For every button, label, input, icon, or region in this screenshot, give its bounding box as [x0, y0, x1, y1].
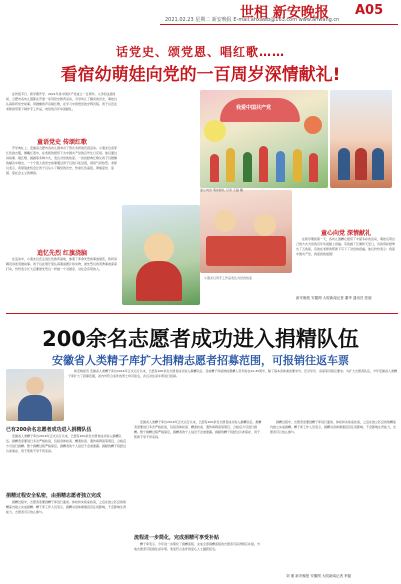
photo-kids-outdoor	[122, 205, 200, 305]
child-figure	[210, 154, 219, 182]
second-sec2-title: 捐精过程安全私密，由捐精志愿者独立完成	[6, 493, 102, 499]
section2-text: 在活动中，小朋友们还走进红色教育基地，参观了革命先烈的事迹展览，聆听讲解员讲述英雄故事。孩子们在展厅里认真观看图片和实物，被先烈们的英勇事迹深深打动，纷纷表示长大后要像先烈们一样做一个对国家、对社会有用的人。	[6, 257, 118, 271]
second-sec1-title: 已有200余名志愿者成功进入捐精队伍	[6, 427, 92, 433]
second-sec1-text: 安徽省人类精子库自2016年正式运行以来，已经有200余名志愿者成功进入捐精队伍。捐精者需要进行多次严格检查，包括身体检查、精液检查、遗传病筛查等项目，合格后方可进行捐精。整个捐精过程严格保密，捐精者的个人信息不会被泄露。捐献的精子将经过冷冻保存，用于帮助不孕不育家庭。	[6, 434, 126, 453]
lead-text: 新安晚报讯 安徽省人类精子库自2016年正式运行以来，已经有200余名志愿者成功进入捐精队伍。目前精子库接纳的捐精人员年龄在22-45周岁，除了基本身体素质要求外，还对学历、身高等有相应要求。为扩大志愿者队伍，今年安徽省人类精子库扩大了招募范围，省内外符合条件的男士均可报名，并且对往返车票进行报销。	[68, 369, 398, 378]
section2-title: 追忆先烈 红旗浇脑	[36, 250, 88, 257]
top-story-byline: 新安晚报 安徽网 大皖新闻记者 董华 通讯员 张丽	[296, 296, 372, 300]
balloon-decoration	[304, 116, 322, 134]
child-face	[254, 214, 276, 236]
story-divider	[6, 313, 398, 314]
top-story-kicker: 话党史、颂党恩、唱红歌……	[115, 45, 285, 59]
second-sec2-text: 捐精过程中，志愿者需要到精子库进行面谈、体检和实验室检查，之后在独立私密的取精室内独立完成捐精。精子库工作人员表示，捐精对身体健康没有任何影响，不会影响生育能力，志愿者可以放心参与。	[6, 500, 126, 514]
photo-volunteer	[6, 369, 64, 421]
children-group	[206, 142, 322, 182]
masthead-date-line: 2021.02.23 星期二 新安晚报 E-mail:ahxawb@163.com www.ahwang.cn	[165, 17, 340, 23]
section3-title: 童心向党 深情献礼	[320, 230, 372, 237]
page-number: A05	[355, 3, 384, 18]
second-story-headline: 200余名志愿者成功进入捐精队伍	[42, 327, 359, 351]
second-story-lead	[68, 369, 398, 402]
newspaper-name: 新安晚报	[272, 5, 329, 21]
red-flag-craft	[206, 236, 286, 266]
top-story-headline: 看宿幼萌娃向党的一百周岁深情献礼!	[60, 65, 341, 85]
second-column-right: 捐精过程中，志愿者需要到精子库进行面谈、体检和实验室检查，之后在独立私密的取精室内独立完成捐精。精子库工作人员表示，捐精对身体健康没有任何影响，不会影响生育能力，志愿者可以放心参与。	[270, 420, 397, 434]
photo2-caption: 小朋友们用手工作品表达对党的热爱	[204, 276, 253, 280]
side-photo-teachers	[330, 90, 392, 188]
child-figure	[259, 146, 268, 182]
second-story-subhead: 安徽省人类精子库扩大捐精志愿者招募范围，可报销往返车票	[52, 354, 349, 367]
balloon-decoration	[204, 120, 226, 142]
photo-kids-handcraft	[200, 190, 292, 273]
section-name: 世相	[240, 5, 268, 21]
person-figure	[355, 148, 367, 180]
person-figure	[338, 148, 350, 180]
person-figure	[372, 148, 384, 180]
second-column-middle: 安徽省人类精子库自2016年正式运行以来，已经有200余名志愿者成功进入捐精队伍。捐精者需要进行多次严格检查，包括身体检查、精液检查、遗传病筛查等项目，合格后方可进行捐精。整个捐精过程严格保密，捐精者的个人信息不会被泄露。捐献的精子将经过冷冻保存，用于帮助不孕不育家庭。	[134, 420, 262, 439]
child-figure	[293, 149, 302, 182]
second-sec3-text: 精子库表示，今年进一步简化了捐精流程，完成全部捐精流程的志愿者可获得相应补贴，外地志愿者可报销往返车票。欢迎符合条件的爱心人士踊跃报名。	[134, 542, 261, 551]
section1-text: 开学典礼上，安徽省合肥市各幼儿园举办了形式多样的庆祝活动。小朋友们身穿红色的衣服，佩戴红领巾，在老师的组织下为中国共产党的百岁生日庆祝。他们通过讲故事、唱红歌、画画等多种方式，表达对党的热爱。一首首经典红歌从孩子们稚嫩的嗓音中唱出，一个个感人的党史故事通过孩子们的口述呈现，现场气氛热烈。老师们表示，希望借此机会让孩子们从小了解党的历史，传承红色基因，厚植爱党、爱国、爱社会主义的情感。	[6, 146, 118, 175]
masthead-brand	[240, 2, 329, 22]
top-story-intro: 在传统节日、新学期开学、2021年是中国共产党成立一百周年。入学的这段时间，合肥市各幼儿园都在开展一系列党史教育活动，引导幼儿了解党的历史，萌娃们认真聆听党史故事，用稚嫩的声音唱红歌，在学习中感悟党的光辉历程。孩子们还在老师的带领下制作手工作品，向党的百年华诞献礼。	[6, 92, 118, 111]
child-figure	[243, 152, 252, 182]
child-face	[144, 233, 174, 263]
person-body	[18, 395, 52, 421]
child-figure	[226, 148, 235, 182]
red-clothing	[136, 261, 182, 301]
section1-title: 童语党史 传颂红歌	[36, 139, 88, 146]
people-group	[336, 138, 386, 180]
header-rule	[160, 24, 398, 25]
photo-banner-text: 我爱中国共产党	[236, 105, 272, 111]
second-story-credit: 刘 谨 新安晚报 安徽网 大皖新闻记者 李磊	[286, 574, 352, 578]
person-face	[26, 377, 44, 395]
main-photo-children-performance	[200, 90, 328, 188]
child-face	[214, 210, 236, 232]
child-figure	[309, 153, 318, 182]
section3-text: 在新学期的第一天，各幼儿园精心组织了丰富多彩的活动，萌娃们用自己的方式为党的百年华诞献上祝福。有的画了红旗和天安门，有的用彩纸剪出了五角星，有的在老师的帮助下写下了对党的祝福。他们纷纷表示：我爱中国共产党，我爱我的祖国！	[296, 237, 396, 256]
second-sec3-title: 流程进一步简化，完成捐精可享受补贴	[134, 535, 220, 541]
child-figure	[276, 151, 285, 182]
main-photo-caption: 童心向党 萌娃献礼 记者 王磊 摄	[200, 188, 243, 192]
